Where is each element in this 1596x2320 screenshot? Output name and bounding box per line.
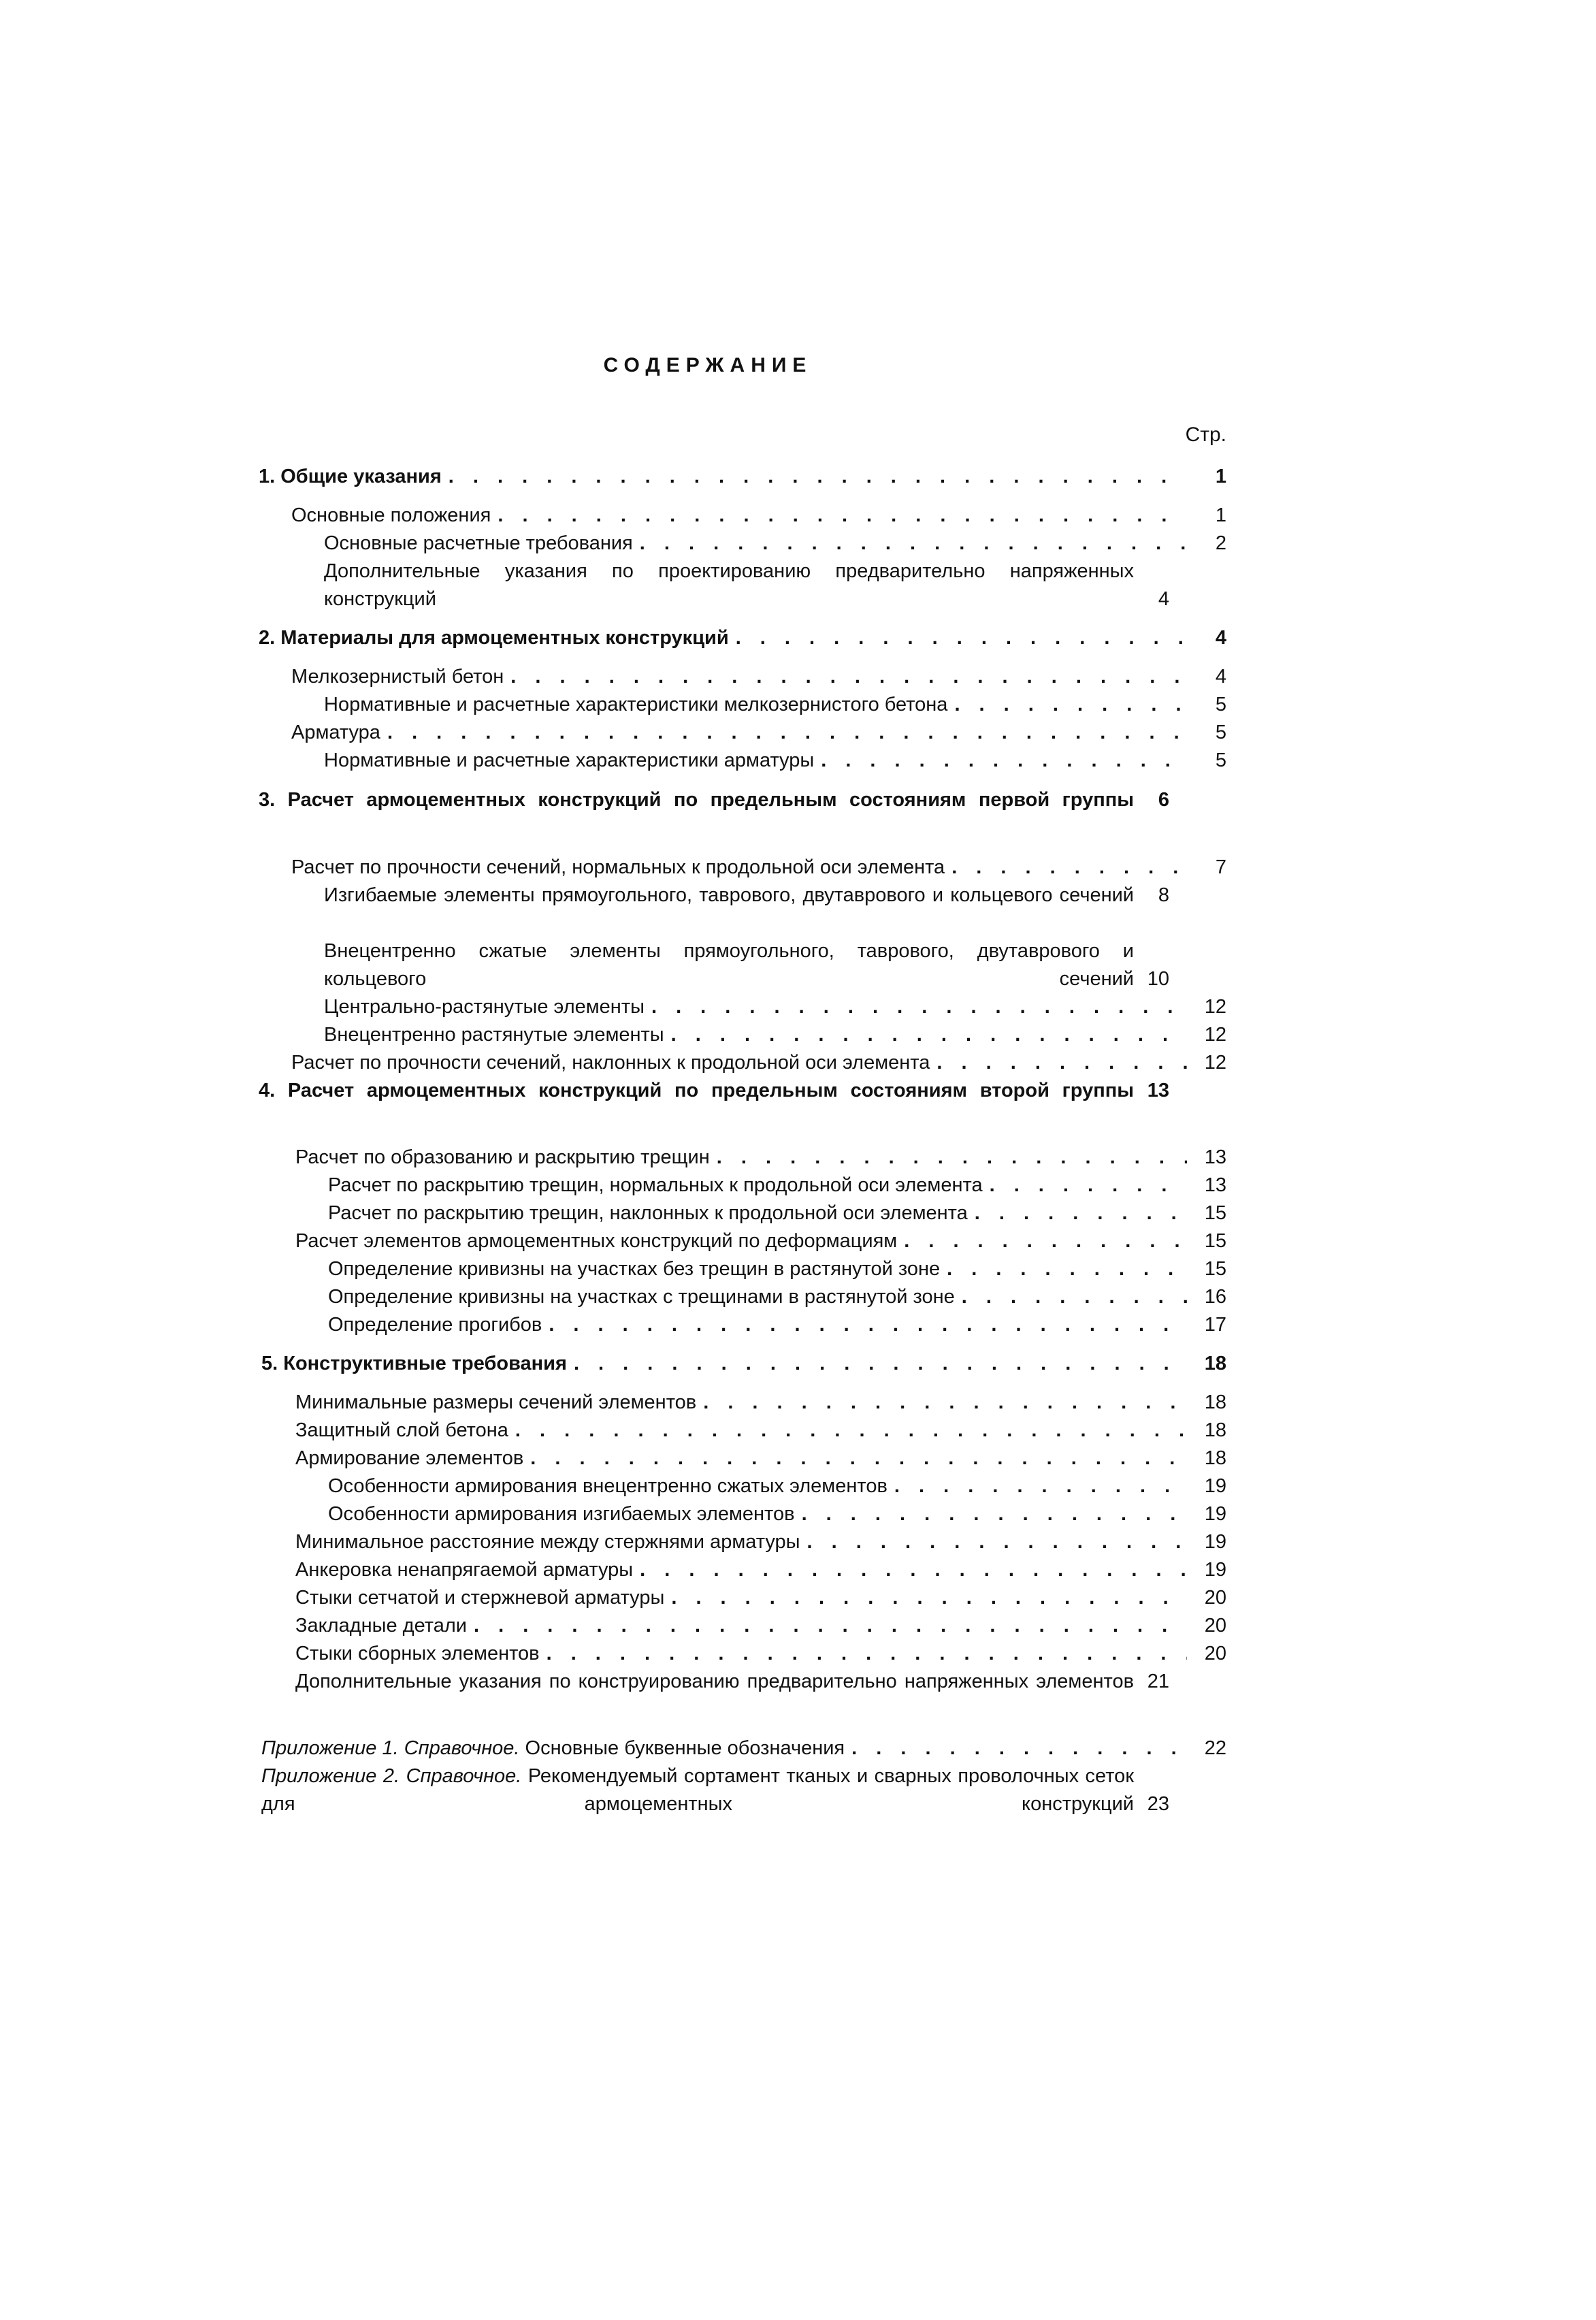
toc-entry-appendix: Приложение 2. Справочное. Рекомендуемый сортамент тканых и сварных проволочных сеток для армоцементных конструкций 23 xyxy=(261,1762,1226,1818)
toc-entry: Основные расчетные требования . . . 2 xyxy=(324,530,1226,558)
page-number: 19 xyxy=(1204,1531,1226,1553)
page-number: 22 xyxy=(1204,1737,1226,1759)
page-number: 1 xyxy=(1215,504,1226,526)
appendix-label: Приложение 2. Справочное. xyxy=(261,1765,522,1787)
toc-entry: Дополнительные указания по конструированию предварительно напряженных элементов 21 xyxy=(295,1668,1226,1696)
page-number: 20 xyxy=(1204,1587,1226,1609)
toc-entry: Арматура . . . 5 xyxy=(291,719,1226,747)
toc-entry: 5. Конструктивные требования . . . 18 xyxy=(261,1350,1226,1378)
toc-entry: Определение прогибов . . . 17 xyxy=(328,1311,1226,1339)
page-number: 13 xyxy=(1204,1174,1226,1196)
page-number: 18 xyxy=(1204,1419,1226,1441)
toc-entry: Расчет по прочности сечений, нормальных к продольной оси элемента . . . 7 xyxy=(291,854,1226,882)
toc-entry: Анкеровка ненапрягаемой арматуры . . . 19 xyxy=(295,1556,1226,1584)
page-number: 1 xyxy=(1215,466,1226,487)
toc-entry: Защитный слой бетона . . . 18 xyxy=(295,1417,1226,1445)
toc-entry: Особенности армирования изгибаемых элементов . . . 19 xyxy=(328,1500,1226,1528)
toc-entry: Нормативные и расчетные характеристики мелкозернистого бетона . . . 5 xyxy=(324,691,1226,719)
toc-entry: Армирование элементов . . . 18 xyxy=(295,1445,1226,1472)
page-number: 18 xyxy=(1204,1353,1226,1374)
page-number: 18 xyxy=(1204,1391,1226,1413)
toc-entry: 4. Расчет армоцементных конструкций по предельным состояниям второй группы 13 xyxy=(259,1077,1226,1105)
page-number: 18 xyxy=(1204,1447,1226,1469)
page-number: 12 xyxy=(1204,1024,1226,1046)
page-number: 13 xyxy=(1147,1080,1169,1101)
toc-entry: Расчет элементов армоцементных конструкций по деформациям . . . 15 xyxy=(295,1227,1226,1255)
toc-entry: Стыки сборных элементов . . . 20 xyxy=(295,1640,1226,1668)
page-number: 15 xyxy=(1204,1258,1226,1280)
toc-entry: Минимальное расстояние между стержнями арматуры . . . 19 xyxy=(295,1528,1226,1556)
toc-entry: Мелкозернистый бетон . . . 4 xyxy=(291,663,1226,691)
page-number: 4 xyxy=(1215,627,1226,649)
toc-entry: Центрально-растянутые элементы . . . 12 xyxy=(324,993,1226,1021)
page-number: 8 xyxy=(1158,884,1169,906)
toc-entry: Изгибаемые элементы прямоугольного, таврового, двутаврового и кольцевого сечений 8 xyxy=(324,882,1226,909)
toc-entry: 1. Общие указания . . . 1 xyxy=(259,463,1226,491)
page-number: 7 xyxy=(1215,856,1226,878)
toc-entry: Расчет по раскрытию трещин, нормальных к продольной оси элемента . . . 13 xyxy=(328,1172,1226,1199)
page-number: 21 xyxy=(1147,1671,1169,1692)
page-number: 19 xyxy=(1204,1503,1226,1525)
page-column-header: Стр. xyxy=(1185,423,1226,446)
toc-entry: Особенности армирования внецентренно сжатых элементов . . . 19 xyxy=(328,1472,1226,1500)
page-number: 23 xyxy=(1147,1793,1169,1815)
toc-entry: Стыки сетчатой и стержневой арматуры . . . 20 xyxy=(295,1584,1226,1612)
page-number: 5 xyxy=(1215,722,1226,743)
toc-entry: Основные положения . . . 1 xyxy=(291,502,1226,530)
toc-entry: Внецентренно растянутые элементы . . . 12 xyxy=(324,1021,1226,1049)
page-number: 19 xyxy=(1204,1475,1226,1497)
page-number: 20 xyxy=(1204,1643,1226,1664)
toc-entry: Дополнительные указания по проектированию предварительно напряженных конструкций 4 xyxy=(324,558,1226,613)
page-number: 10 xyxy=(1147,968,1169,990)
page-number: 15 xyxy=(1204,1230,1226,1252)
appendix-label: Приложение 1. Справочное. xyxy=(261,1737,520,1759)
page-number: 17 xyxy=(1204,1314,1226,1336)
page-number: 6 xyxy=(1158,789,1169,811)
page-number: 13 xyxy=(1204,1146,1226,1168)
page-number: 2 xyxy=(1215,532,1226,554)
page-number: 19 xyxy=(1204,1559,1226,1581)
page-number: 12 xyxy=(1204,996,1226,1018)
document-title: СОДЕРЖАНИЕ xyxy=(603,354,813,376)
toc-entry: Нормативные и расчетные характеристики арматуры . . . 5 xyxy=(324,747,1226,775)
page-number: 16 xyxy=(1204,1286,1226,1308)
toc-entry: 2. Материалы для армоцементных конструкций . . . 4 xyxy=(259,624,1226,652)
page-number: 12 xyxy=(1204,1052,1226,1074)
toc-entry: Внецентренно сжатые элементы прямоугольного, таврового, двутаврового и кольцевого сечений 10 xyxy=(324,937,1226,993)
toc-entry: Закладные детали . . . 20 xyxy=(295,1612,1226,1640)
toc-entry: Расчет по раскрытию трещин, наклонных к продольной оси элемента . . . 15 xyxy=(328,1199,1226,1227)
toc-entry: Расчет по образованию и раскрытию трещин . . . 13 xyxy=(295,1144,1226,1172)
toc-entry: Определение кривизны на участках без трещин в растянутой зоне . . . 15 xyxy=(328,1255,1226,1283)
page-number: 4 xyxy=(1215,666,1226,688)
page-number: 5 xyxy=(1215,694,1226,715)
toc-entry: 3. Расчет армоцементных конструкций по предельным состояниям первой группы 6 xyxy=(259,786,1226,814)
toc-entry: Минимальные размеры сечений элементов . . . 18 xyxy=(295,1389,1226,1417)
page-number: 20 xyxy=(1204,1615,1226,1637)
toc-entry: Расчет по прочности сечений, наклонных к продольной оси элемента . . . 12 xyxy=(291,1049,1226,1077)
page-number: 15 xyxy=(1204,1202,1226,1224)
toc-entry: Определение кривизны на участках с трещинами в растянутой зоне . . . 16 xyxy=(328,1283,1226,1311)
toc-entry-appendix: Приложение 1. Справочное. Основные буквенные обозначения . . . 22 xyxy=(261,1735,1226,1762)
page-number: 4 xyxy=(1158,588,1169,610)
page-number: 5 xyxy=(1215,750,1226,771)
